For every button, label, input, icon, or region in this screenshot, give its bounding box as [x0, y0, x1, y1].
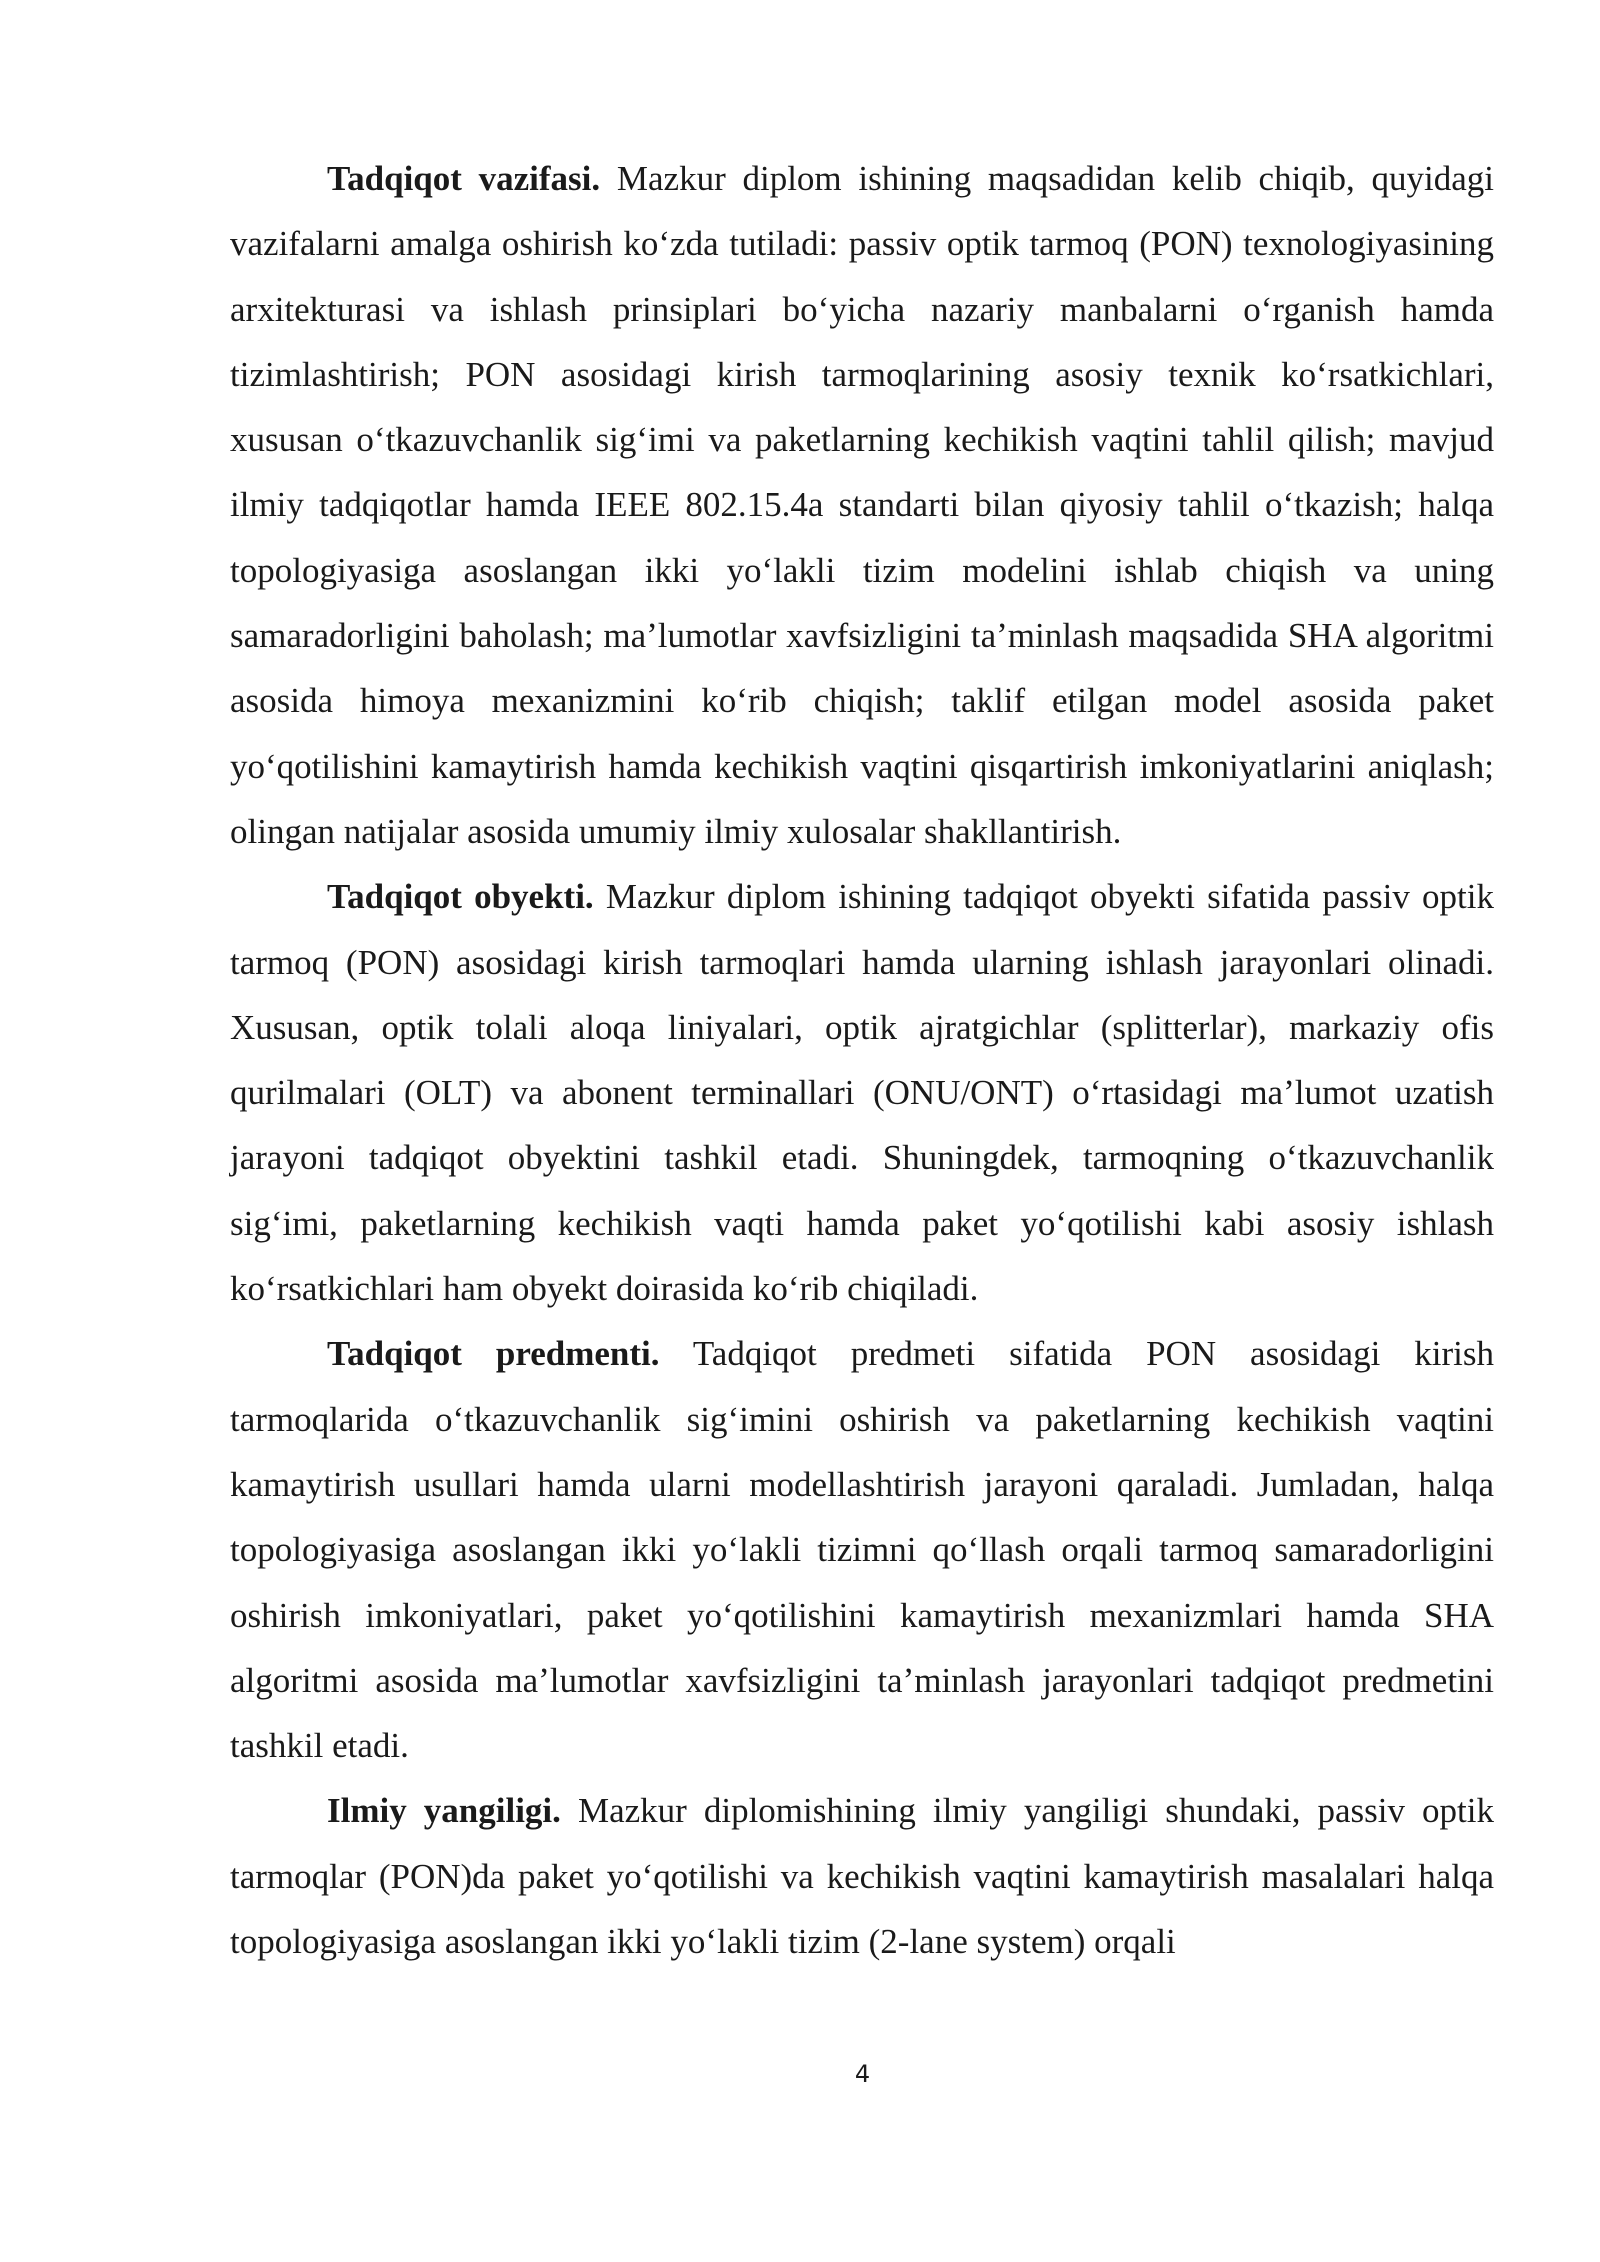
heading-novelty: Ilmiy yangiligi. — [327, 1791, 561, 1831]
paragraph-tasks — [230, 146, 1494, 864]
body-text — [230, 146, 1494, 1974]
paragraph-object — [230, 864, 1494, 1321]
paragraph-novelty — [230, 1778, 1494, 1974]
heading-subject: Tadqiqot predmenti. — [327, 1334, 660, 1374]
paragraph-novelty-text: Mazkur diplomishining ilmiy yangiligi shundaki, passiv optik tarmoqlar (PON)da paket yoʻqotilishi va kechikish vaqtini kamaytirish masalalari halqa topologiyasiga asoslangan ikki yoʻlakli tizim (2-lane system) orqali — [230, 1791, 1494, 1962]
paragraph-subject-text: Tadqiqot predmeti sifatida PON asosidagi kirish tarmoqlarida oʻtkazuvchanlik sigʻimini oshirish va paketlarning kechikish vaqtini kamaytirish usullari hamda ularni modellashtirish jarayoni qaraladi. Jumladan, halqa topologiyasiga asoslangan ikki yoʻlakli tizimni qoʻllash orqali tarmoq samaradorligini oshirish imkoniyatlari, paket yoʻqotilishini kamaytirish mexanizmlari hamda SHA algoritmi asosida maʼlumotlar xavfsizligini taʼminlash jarayonlari tadqiqot predmetini tashkil etadi. — [230, 1334, 1494, 1766]
page-number: 4 — [854, 2060, 871, 2088]
heading-object: Tadqiqot obyekti. — [327, 877, 594, 917]
paragraph-subject — [230, 1321, 1494, 1778]
heading-tasks: Tadqiqot vazifasi. — [327, 159, 601, 198]
paragraph-object-text: Mazkur diplom ishining tadqiqot obyekti sifatida passiv optik tarmoq (PON) asosidagi kirish tarmoqlari hamda ularning ishlash jarayonlari olinadi. Xususan, optik tolali aloqa liniyalari, optik ajratgichlar (splitterlar), markaziy ofis qurilmalari (OLT) va abonent terminallari (ONU/ONT) oʻrtasidagi maʼlumot uzatish jarayoni tadqiqot obyektini tashkil etadi. Shuningdek, tarmoqning oʻtkazuvchanlik sigʻimi, paketlarning kechikish vaqti hamda paket yoʻqotilishi kabi asosiy ishlash koʻrsatkichlari ham obyekt doirasida koʻrib chiqiladi. — [230, 877, 1494, 1309]
paragraph-tasks-text: Mazkur diplom ishining maqsadidan kelib chiqib, quyidagi vazifalarni amalga oshirish koʻzda tutiladi: passiv optik tarmoq (PON) texnologiyasining arxitekturasi va ishlash prinsiplari boʻyicha nazariy manbalarni oʻrganish hamda tizimlashtirish; PON asosidagi kirish tarmoqlarining asosiy texnik koʻrsatkichlari, xususan oʻtkazuvchanlik sigʻimi va paketlarning kechikish vaqtini tahlil qilish; mavjud ilmiy tadqiqotlar hamda IEEE 802.15.4a standarti bilan qiyosiy tahlil oʻtkazish; halqa topologiyasiga asoslangan ikki yoʻlakli tizim modelini ishlab chiqish va uning samaradorligini baholash; maʼlumotlar xavfsizligini taʼminlash maqsadida SHA algoritmi asosida himoya mexanizmini koʻrib chiqish; taklif etilgan model asosida paket yoʻqotilishini kamaytirish hamda kechikish vaqtini qisqartirish imkoniyatlarini aniqlash; olingan natijalar asosida umumiy ilmiy xulosalar shakllantirish. — [230, 159, 1495, 851]
